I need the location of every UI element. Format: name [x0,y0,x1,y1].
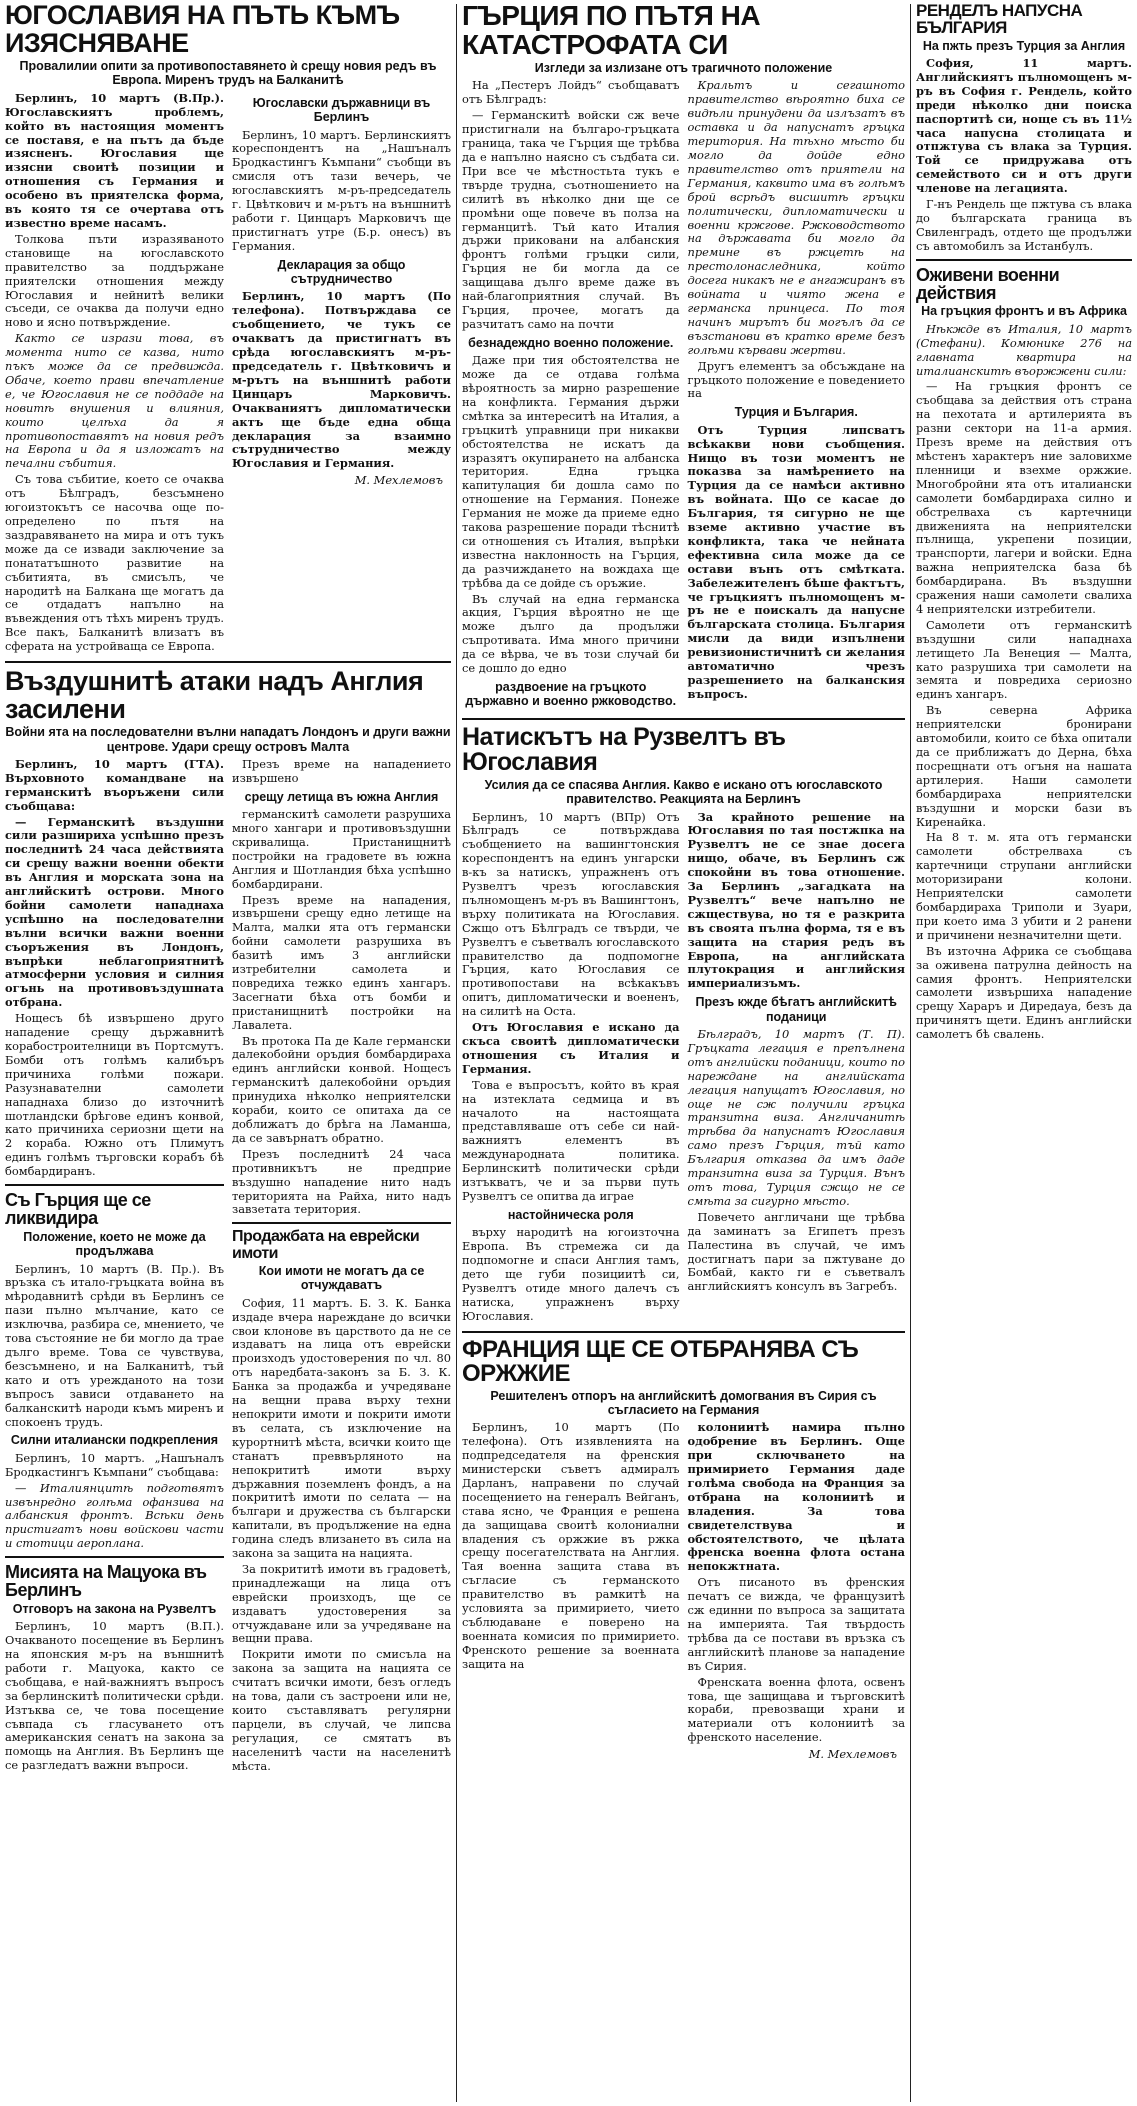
column-rule [456,4,457,2102]
paragraph: върху народитѣ на югоизточна Европа. Въ стремежа си да подпомогне и спаси Англия тамъ, дето ще губи позициитѣ си, Рузвелтъ отиде много далечъ съ натиска, упражненъ върху Югославия. [462,1225,680,1323]
paragraph: Отъ писаното въ френския печатъ се вижда, че французитѣ сж единни по въпроса за защитата на империята. Тая твърдость трѣбва да се постави въ връзка съ английскитѣ планове за нападение въ Сирия. [687,1575,905,1673]
paragraph: Берлинъ, 10 мартъ (ВПр) Отъ Бѣлградъ се потвърждава съобщението на вашингтонския кореспондентъ на единъ унгарски в-къ за натискъ, упражненъ отъ Рузвелтъ чрезъ югославския пълномощенъ м-ръ въ Вашингтонъ, върху политиката на Югославия. Сжщо отъ Бѣлградъ се твърди, че Рузвелтъ е съветвалъ югославското правителство да подпомогне Гърция, като Югославия се противопостави на всѣкакъвъ опитъ, дипломатически и воененъ, на силитѣ на Оста. [462,809,680,1019]
signature: М. Мехлемовъ [808,1747,897,1762]
paragraph: германскитѣ самолети разрушиха много хангари и противовъздушни скривалища. Пристанищнитѣ постройки на градовете въ южна Англия и Шотландия бѣха успѣшно бомбардирани. [232,807,451,891]
divider [5,661,451,663]
paragraph: Съ това събитие, което се очаква отъ Бѣлградъ, безсъмнено югоизтокътъ се насочва още по-определено по пътя на заздравяването на мира и отъ тукъ може да се извади заключение за понататъшното развитие на събитията, въ смисълъ, че народитѣ на Балкана ще могатъ да се отдадатъ напълно на въвеждения отъ тѣхъ миренъ трудъ. Все пакъ, Балканитѣ влизатъ въ сферата на устройваща се Европа. [5,472,224,654]
paragraph: Въ северна Африка неприятелски бронирани автомобили, които се бѣха опитали да се приближатъ до Дерна, бѣха посрещнати отъ огъня на нашата артилерия. Наши самолети бомбардираха неприятелски въздушни и морски бази въ Киренайка. [916,703,1132,829]
paragraph: Даже при тия обстоятелства не може да се отдава голѣма вѣроятность за мирно разрешение на конфликта. Германия държи смѣтка за интереситѣ на Италия, а гръцкитѣ управници при никакви обстоятелства не искатъ да изразятъ окупирането на албанска територия. Една гръцка капитулация би дошла само по отношение на Германия. Понеже Германия не може да приеме едно такова разрешение поради тѣснитѣ си отношения съ Италия, въпрѣки известна наклонность на Гърция, да разчиждането на вождаха ще трѣбва да се дойде съ оръжие. [462,353,680,590]
section-heading: безнадеждно военно положение. [468,335,674,350]
section-heading: срещу летища въ южна Англия [244,789,439,804]
subtitle: Изгледи за излизане отъ трагичното положение [534,61,833,76]
section-heading: Турция и България. [734,405,858,420]
paragraph: София, 11 мартъ. Английскиятъ пълномощенъ м-ръ въ София г. Рендель, който преди нѣколко дни поиска паспортитѣ си, ноще съ въ 11½ часа напусна столицата и отпжтува съ влака за Турция. Той се придружава отъ семейството си и отъ други членове на легацията. [916,56,1132,196]
column-right [913,0,1135,2106]
article-air-attacks [5,668,451,1775]
paragraph: Въ протока Па де Кале германски далекобойни оръдия бомбардираха единъ английски конвой. Нощесъ германскитѣ далекобойни оръдия принудиха нѣколко неприятелски кораби, които се опитаха да се доближатъ до брѣга на Ламанша, да се завърнатъ обратно. [232,1033,451,1145]
divider [916,259,1132,261]
paragraph: Берлинъ, 10 мартъ (В.П.). Очакваното посещение въ Берлинъ на японския м-ръ на външнитѣ работи г. Мацуока, както се съобщава, е най-важниятъ въпросъ за берлинскитѣ политически срѣди. Изтъква се, че това посещение съвпада съ гласуването отъ американския сенатъ на закона за помощь на Англия. Въ Берлинъ ще се разгледатъ важни въпроси. [5,1619,224,1773]
paragraph: Презъ последнитѣ 24 часа противникътъ не предприе въздушно нападение нито надъ територията на Райха, нито надъ завзетата територия. [232,1146,451,1217]
column-rule [910,4,911,2102]
column-middle [459,0,908,2106]
paragraph: На „Пестеръ Лойдъ“ съобщаватъ отъ Бѣлградъ: [462,78,680,107]
paragraph: Въ източна Африка се съобщава за оживена патрулна дейность на самия фронтъ. Неприятелски самолети извършиха нападение срещу Хараръ и Диредауа, безъ да причинятъ щети. Единъ английски самолетъ бѣ свалень. [916,943,1132,1042]
headline: РЕНДЕЛЪ НАПУСНА БЪЛГАРИЯ [916,1,1083,38]
paragraph: За покрититѣ имоти въ градоветѣ, принадлежащи на лица отъ еврейски произходъ, ще се издаватъ удостоверения за отчуждаване или за учредяване на вещни права. [232,1561,451,1646]
headline: Съ Гърция ще се ликвидира [5,1190,151,1229]
paragraph: колониитѣ намира пълно одобрение въ Берлинъ. Още при сключването на примирието Германия даде голѣма свобода на Франция за отбрана на колониитѣ и владения. За това свидетелствува и обстоятелството, че цѣлата френска военна флота остана непокжтната. [687,1420,905,1574]
paragraph: Отъ Турция липсватъ всѣкакви нови съобщения. Нищо въ този моментъ не показва за намѣрението на Турция да се намѣси активно въ войната. Що се касае до България, тя сигурно не ще вземе активно участие въ конфликта, така че нейната ефективна сила може да се остави вънъ отъ смѣтката. Забележителенъ бѣше фактътъ, че гръцкиятъ пълномощенъ м-ръ не е поискалъ да напусне българската столица. България мисли да види изпълнени ревизионистичнитѣ си желания автоматично чрезъ разрешението на балканския въпросъ. [687,422,905,701]
paragraph: — Германскитѣ войски сж вече пристигнали на българо-гръцката граница, така че Гърция ще трѣбва да е напълно наясно съ съдбата си. При все че мѣстностьта тукъ е твърде трудна, съотношението на силитѣ въ нѣколко дни ще се промѣни още повече въ полза на германцитѣ. Тъй като Италия държи приковани на албанския фронтъ голѣми гръцки сили, Гърция не би могла да се защищава дълго време даже въ най-благоприятния случай. Въ Гърция, прочее, могатъ да разчитатъ само на почти [462,108,680,331]
paragraph: — На гръцкия фронтъ се съобщава за действия отъ страна на пехотата и артилерията въ разни сектори на 11-а армия. Презъ време на действия отъ мѣстенъ характеръ ние заловихме пленници и взехме оржжие. Многобройни ята отъ италиански самолети бомбардираха силно и обстрелваха съ картечници движенията на неприятелски пълнища, укрепени позиции, транспорти, лагери и войски. Една важна неприятелска база бѣ бомбардирана. Въ въздушни сражения наши самолети свалиха 4 неприятелски изтребители. [916,379,1132,616]
section-heading: настойническа роля [507,1207,634,1222]
headline: Въздушнитѣ атаки надъ Англия засилени [5,666,424,724]
headline: Мисията на Мацуока въ Берлинъ [5,1562,207,1601]
section-heading: Силни италиански подкрепления [10,1433,219,1448]
paragraph: Кральтъ и сегашното правителство вѣроятно биха се видѣли принудени да излъзатъ въ оставка и да напуснатъ гръцка територия. На тѣхно мѣсто би могло да дойде едно правителство отъ приятели на Германия, каквито има въ голѣмъ брой всрѣдъ висшитѣ гръцки политически, дипломатически и военни кржгове. Ржководството на държавата би могло да премине въ ржцетѣ на престолонаследника, който досега никакъ не е ангажиранъ въ войната и чиято жена е германска принцеса. По тоя начинъ мирътъ би могълъ да се възстанови въ кратко време безъ голѣми кървави жертви. [687,78,905,357]
subtitle: Провалилии опити за противопоставянето ѝ срещу новия редъ въ Европа. Миренъ трудъ на Балканитѣ [19,59,437,88]
paragraph: Нѣкжде въ Италия, 10 мартъ (Стефани). Комюнике 276 на главната квартира на италианскитѣ въоржжени сили: [916,321,1132,378]
paragraph: — Италиянцитѣ подготвятъ извънредно голѣма офанзива на албанския фронтъ. Всѣки день пристигатъ нови войскови части и стотици аероплана. [5,1480,224,1551]
paragraph: — Германскитѣ въздушни сили разшириха успѣшно презъ последнитѣ 24 часа действията си срещу важни военни обекти въ Англия и морската зона на английскитѣ острови. Много бойни самолети нападнаха успѣшно на последователни вълни всички важни военни съоръжения въ Лондонъ, въпрѣки неблагоприятнитѣ атмосферни условия и силния огънь на противовъздушната отбрана. [5,814,224,1010]
section-heading: Презъ кжде бѣгатъ английскитѣ поданици [695,995,897,1024]
divider [462,1331,905,1333]
paragraph: Бѣлградъ, 10 мартъ (Т. П). Гръцката легация е препълнена отъ английски поданици, които по нареждане на английската легация напущатъ Югославия, но още не сж получили гръцка транзитна виза. Англичанитѣ трѣбва да напуснатъ Югославия само презъ Гърция, тъй като България отказва да имъ даде транзитна виза за Турция. Вънъ отъ това, Турция сжщо не се смѣта за сигурно мѣсто. [687,1027,905,1208]
paragraph: За крайното решение на Югославия по тая постжпка на Рузвелтъ не се знае досега нищо, обаче, въ Берлинъ сж спокойни въ това отношение. За Берлинъ „загадката на Рузвелтъ“ вече напълно не сжществува, но тя е разкрита въ своята пълна форма, тя е въ защита на стария редъ въ Европа, на английската плутокрация и английския империализъмъ. [687,809,905,991]
paragraph: Самолети отъ германскитѣ въздушни сили нападнаха летището Ла Венеция — Малта, като разрушиха три самолети на земята и повредиха сериозно единъ хангаръ. [916,617,1132,702]
headline: ФРАНЦИЯ ЩЕ СЕ ОТБРАНЯВА СЪ ОРЖЖИЕ [462,1335,859,1388]
article-france-defends [462,1335,905,1766]
subtitle: Решителенъ отпоръ на английскитѣ домогвания въ Сирия съ съгласието на Германия [490,1388,877,1417]
paragraph: Берлинъ, 10 мартъ (По телефона). Потвърждава се съобщението, че тукъ се очакватъ да пристигнатъ въ срѣда югославскиятъ м-ръ-председатель г. Цвѣтковичъ и м-рътъ на външнитѣ работи Цинцаръ Марковичъ. Очакваниятъ дипломатически актъ ще бъде една обща декларация за взаимно сътрудничество между Югославия и Германия. [232,289,451,471]
paragraph: Берлинъ, 10 мартъ (В. Пр.). Въ връзка съ итало-гръцката война въ мѣродавнитѣ срѣди въ Берлинъ се пази пълно мълчание, като се изключва, разбира се, мнението, че това състояние не би могло да трае дълго време. Това се чувствува, безсъмнено, и на Балканитѣ, тъй като и отъ урежданото на този въпросъ зависи отдаването на балканскитѣ народи къмъ миренъ и спокоенъ трудъ. [5,1261,224,1429]
paragraph: Другъ елементъ за обсъждане на гръцкото положение е поведението на [687,358,905,401]
paragraph: София, 11 мартъ. Б. З. К. Банка издаде вчера нареждане до всички свои клонове въ царството да не се издаватъ на лица отъ еврейски произходъ удостоверения по чл. 80 отъ наредбата-законъ за Б. З. К. Банка за продажба и учредяване на вещни права върху техни непокрити имоти и покрити имоти въ селата, съ изключение на курортнитѣ мѣста, всички които ще станатъ преввърляното на непокрититѣ имоти върху държавния поземленъ фондъ, а на покрититѣ имоти по селата — на българи и дружества съ български капитали, въ продължение на една година следъ влизането въ сила на закона за защита на нацията. [232,1295,451,1561]
section-heading: Декларация за общо сътрудничество [277,257,406,287]
subtitle: Усилия да се спасява Англия. Какво е искано отъ югославското правителство. Реакцията на Берлинъ [484,777,883,807]
paragraph: Берлинъ, 10 мартъ (По телефона). Отъ изявленията на подпредседателя на френския министерски съветъ адмиралъ Дарланъ, направени по случай посещението на генералъ Вейганъ, става ясно, че Франция е решена да защищава своитѣ колониални владения съ оржжие въ ржка срещу посегателствата на Англия. Тая военна защита става въ съгласие съ германското правителство въ рамкитѣ на условията за примирието, чието съблюдаване е поверено на военната комисия по примирието. Френското решение за военната защита на [462,1420,680,1671]
paragraph: Това е въпросътъ, който въ края на изтеклата седмица и въ началото на настоящата представляваше отъ себе си най-важниятъ елементъ въ международната политика. Берлинскитѣ политически срѣди изтъкватъ, че и за първи путь Рузвелтъ се опитва да играе [462,1077,680,1203]
paragraph: Берлинъ, 10 мартъ. Берлинскиятъ кореспондентъ на „Нашъналъ Бродкастингъ Къмпани“ съобщи въ смисля отъ тази вечерь, че югославскиятъ м-ръ-председатель г. Цвѣткович и м-рътъ на външнитѣ работи г. Цинцаръ Марковичъ ще пристигнатъ утре (Б.р. онесъ) въ Германия. [232,127,451,253]
article-matsuoka [5,1563,224,1773]
paragraph: Берлинъ, 10 мартъ (В.Пр.). Югославскиятъ проблемъ, който въ настоящия моментъ се поставя, е на пътъ да бъде изясненъ. Югославия ще изясни своитѣ позиции и отношения съ Германия и особено въ приятелска форма, въ която тя се очертава отъ известно време насамъ. [5,90,224,230]
headline: ГЪРЦИЯ ПО ПЪТЯ НА КАТАСТРОФАТА СИ [462,0,761,60]
article-greece-liquidate [5,1191,224,1551]
subtitle: На пжть презъ Турция за Англия [922,38,1126,53]
article-roosevelt-yugoslavia [462,722,905,1326]
section-heading: Югославски държавници въ Берлинъ [252,95,431,125]
article-jewish-property [232,1229,451,1773]
headline: Натискътъ на Рузвелтъ въ Югославия [462,722,786,777]
paragraph: Покрити имоти по смисъла на закона за защита на нацията се считатъ всички имоти, безъ огледъ на това, дали съ застроени или не, които съставляватъ регулярни парцели, въ случай, че липсва регулация, се смятатъ въ населенитѣ части на населенитѣ мѣста. [232,1647,451,1773]
section-heading: раздвоение на гръцкото държавно и военно ржководство. [465,680,677,709]
headline: Оживени военни действия [916,264,1060,304]
subtitle: Войни ята на последователни вълни нападатъ Лондонъ и други важни центрове. Удари срещу островъ Малта [5,725,451,754]
column-left [2,0,454,2106]
subtitle: Положение, което не може да продължава [23,1229,206,1259]
paragraph: Презъ време на нападението извършено [232,756,451,785]
article-greece-catastrophe [462,2,905,713]
subtitle: Отговоръ на закона на Рузвелтъ [12,1601,217,1616]
divider [5,1556,224,1558]
subtitle: Кои имоти не могатъ да се отчуждаватъ [258,1263,425,1293]
paragraph: Въ случай на една германска акция, Гърция вѣроятно не ще може дълго да продължи съпротивата. Има много причини да се вѣрва, че въ този случай би се дошло до едно [462,591,680,676]
article-rendel [916,2,1132,254]
divider [462,718,905,720]
divider [5,1184,224,1186]
paragraph: На 8 т. м. ята отъ германски самолети обстрелваха съ картечници струпани английски моторизирани колони. Неприятелски самолети бомбардираха Триполи и Зуари, при което има 3 убити и 2 ранени и причинени незначителни щети. [916,830,1132,942]
paragraph: Повечето англичани ще трѣбва да заминатъ за Египетъ презъ Палестина въ случай, че имъ достигнатъ пари за пжтуване до Бомбай, както ги е съветвалъ английскиятъ консулъ въ Загребъ. [687,1209,905,1294]
paragraph: Толкова пъти изразяваното становище на югославското правителство за поддържане приятелски отношения между Югославия и нейнитѣ велики съседи, се очаква да получи едно ново и ясно потвърждение. [5,231,224,330]
article-yugoslavia [5,2,451,656]
paragraph: Г-нъ Рендель ще пжтува съ влака до българската граница въ Свиленградъ, отдето ще продължи съ автомобилъ за Истанбулъ. [916,197,1132,253]
signature: М. Мехлемовъ [354,473,443,488]
article-military-actions [916,266,1132,1042]
paragraph: Нощесъ бѣ извършено друго нападение срещу държавнитѣ корабостроителници въ Портсмутъ. Бомби отъ голѣмъ калибъръ причиниха голѣми пожари. Разузнавателни самолети нападнаха близо до източнитѣ шотландски брѣгове единъ конвой, като причиниха сериозни щети на 2 кораба. Южно отъ Плимутъ единъ голѣмъ търговски корабъ бѣ бомбардиранъ. [5,1011,224,1179]
paragraph: Презъ време на нападения, извършени срещу едно летище на Малта, малки ята отъ германски бойни самолети разрушиха въ базитѣ имъ 3 английски изтребителни самолета и повредиха тежко единъ хангаръ. Засегнати бѣха отъ бомби и пристанищнитѣ постройки на Лавалета. [232,892,451,1032]
divider [232,1222,451,1224]
paragraph: Берлинъ, 10 мартъ. „Нашъналъ Бродкастингъ Къмпани“ съобщава: [5,1450,224,1479]
paragraph: Както се изрази това, въ момента нито се казва, нито пъкъ може да се предвижда. Обаче, което прави впечатление е, че Югославия не се поддаде на новитѣ внушения и влияния, които целѣха да я противопоставятъ на новия редъ на Европа и да я изложатъ на печални събития. [5,331,224,471]
headline: Продажбата на еврейски имоти [232,1228,420,1262]
paragraph: Френската военна флота, освенъ това, ще защищава и търговскитѣ кораби, превозващи храни и материали отъ колониитѣ за френското население. [687,1674,905,1745]
paragraph: Отъ Югославия е искано да скъса своитѣ дипломатически отношения съ Италия и Германия. [462,1020,680,1076]
paragraph: Берлинъ, 10 мартъ (ГТА). Върховното командване на германскитѣ въоръжени сили съобщава: [5,756,224,813]
subtitle: На гръцкия фронтъ и въ Африка [921,304,1127,319]
headline: ЮГОСЛАВИЯ НА ПЪТЬ КЪМЪ ИЗЯСНЯВАНЕ [5,0,400,58]
